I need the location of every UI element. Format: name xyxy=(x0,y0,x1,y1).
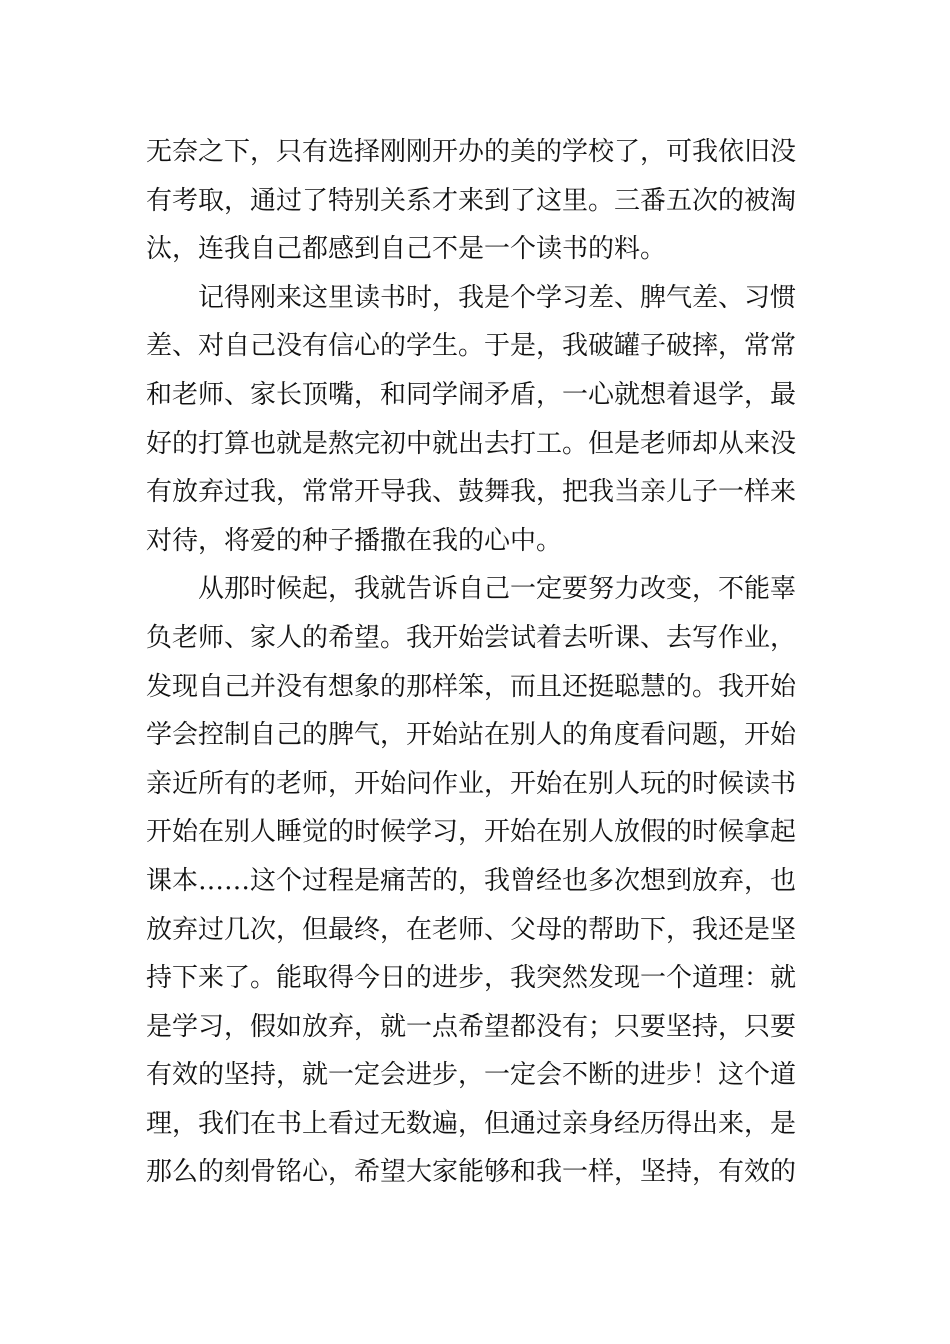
text-line: 课本……这个过程是痛苦的，我曾经也多次想到放弃，也 xyxy=(146,865,797,896)
text-line: 好的打算也就是熬完初中就出去打工。但是老师却从来没 xyxy=(146,428,797,459)
text-line: 有考取，通过了特别关系才来到了这里。三番五次的被淘 xyxy=(146,185,797,216)
paragraph-start-line: 从那时候起，我就告诉自己一定要努力改变，不能辜 xyxy=(198,574,797,605)
text-line: 是学习，假如放弃，就一点希望都没有；只要坚持，只要 xyxy=(146,1011,797,1042)
text-line: 发现自己并没有想象的那样笨，而且还挺聪慧的。我开始 xyxy=(146,671,797,702)
paragraph-start-line: 记得刚来这里读书时，我是个学习差、脾气差、习惯 xyxy=(198,282,797,313)
text-line: 开始在别人睡觉的时候学习，开始在别人放假的时候拿起 xyxy=(146,817,797,848)
text-line: 有效的坚持，就一定会进步，一定会不断的进步！这个道 xyxy=(146,1060,797,1091)
text-line: 无奈之下，只有选择刚刚开办的美的学校了，可我依旧没 xyxy=(146,137,797,167)
body-text xyxy=(146,128,816,1197)
text-line: 有放弃过我，常常开导我、鼓舞我，把我当亲儿子一样来 xyxy=(146,477,797,508)
text-line: 那么的刻骨铭心，希望大家能够和我一样，坚持，有效的 xyxy=(146,1157,797,1188)
text-line: 和老师、家长顶嘴，和同学闹矛盾，一心就想着退学，最 xyxy=(146,379,797,410)
text-line: 放弃过几次，但最终，在老师、父母的帮助下，我还是坚 xyxy=(146,914,797,945)
text-line: 汰，连我自己都感到自己不是一个读书的料。 xyxy=(146,234,667,265)
text-line: 理，我们在书上看过无数遍，但通过亲身经历得出来，是 xyxy=(146,1108,797,1139)
text-line: 学会控制自己的脾气，开始站在别人的角度看问题，开始 xyxy=(146,720,797,751)
text-line: 对待，将爱的种子播撒在我的心中。 xyxy=(146,525,563,556)
text-line: 差、对自己没有信心的学生。于是，我破罐子破摔，常常 xyxy=(146,331,797,362)
text-line: 亲近所有的老师，开始问作业，开始在别人玩的时候读书 xyxy=(146,768,797,799)
text-line: 持下来了。能取得今日的进步，我突然发现一个道理：就 xyxy=(146,963,797,994)
text-line: 负老师、家人的希望。我开始尝试着去听课、去写作业， xyxy=(146,622,797,653)
